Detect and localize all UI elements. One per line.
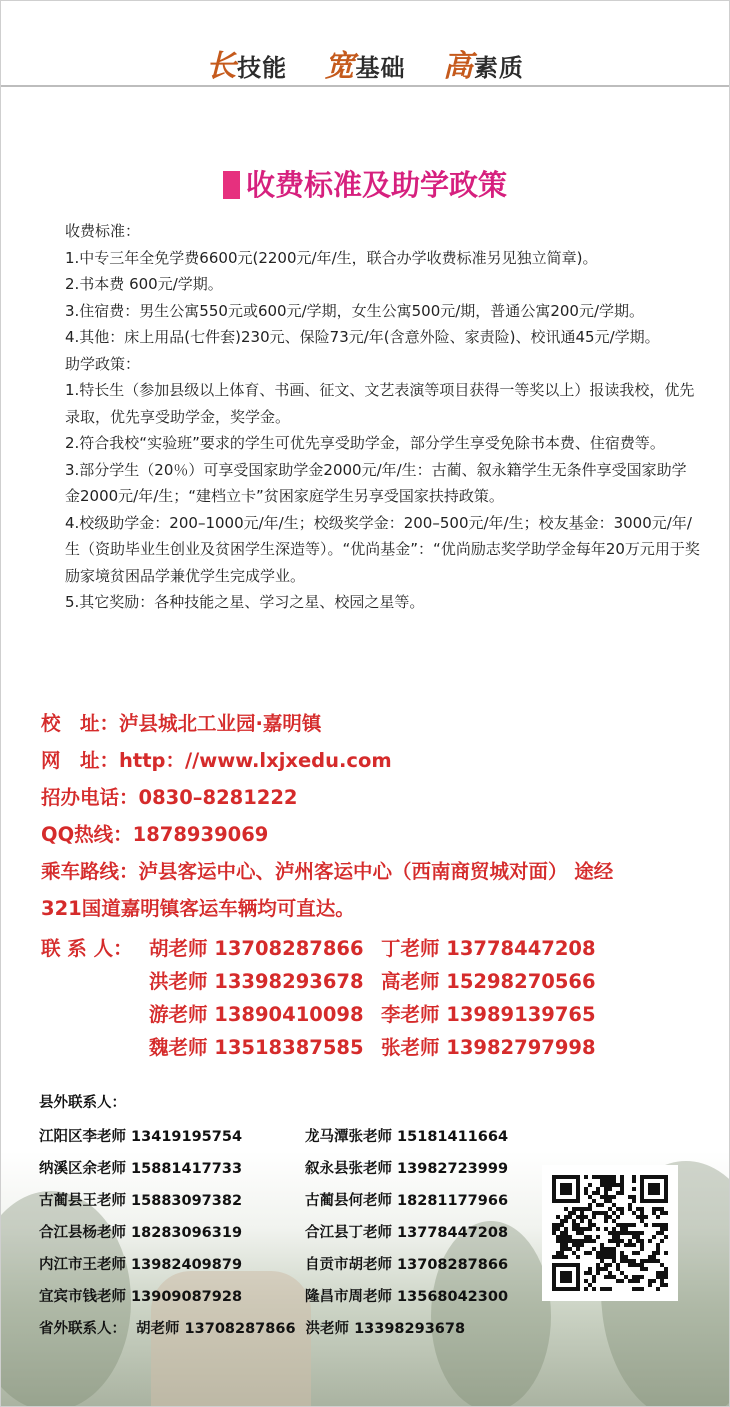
- outside-contact: 合江县丁老师 13778447208: [305, 1225, 509, 1241]
- outside-heading: 县外联系人：: [39, 1095, 126, 1111]
- province-contact: 胡老师 13708287866: [136, 1321, 296, 1337]
- contact: 胡老师 13708287866: [149, 937, 364, 960]
- province-label: 省外联系人：: [39, 1321, 126, 1337]
- school-qq: QQ热线：1878939069: [41, 823, 269, 846]
- school-address: 校 址：泸县城北工业园·嘉明镇: [41, 712, 322, 735]
- province-row: [39, 1317, 475, 1338]
- tree-shape: [431, 1221, 551, 1407]
- outside-row: [39, 1221, 571, 1242]
- slogan: [1, 41, 729, 85]
- outside-row: [39, 1285, 571, 1306]
- contact: 魏老师 13518387585: [149, 1036, 364, 1059]
- school-phone: 招办电话：0830–8281222: [41, 786, 298, 809]
- fee-item: 3.住宿费：男生公寓550元或600元/学期，女生公寓500元/期，普通公寓200元/学期。: [65, 301, 644, 320]
- contact: 游老师 13890410098: [149, 1003, 364, 1026]
- contact: 李老师 13989139765: [381, 1003, 596, 1026]
- aid-item: 4.校级助学金：200–1000元/年/生；校级奖学金：200–500元/年/生；校友基金：3000元/年/生（资助毕业生创业及贫困学生深造等）。“优尚基金”：“优尚励志奖学助学金每年20万元用于奖励家境贫困品学兼优学生完成学业。: [65, 513, 700, 585]
- slogan-word-1: 长技能: [206, 49, 288, 84]
- outside-contact: 内江市王老师 13982409879: [39, 1257, 243, 1273]
- header: [1, 1, 729, 89]
- slogan-word-3: 高素质: [442, 49, 524, 84]
- contact-row: [149, 999, 613, 1032]
- contact-row: [149, 966, 613, 999]
- outside-contact: 叙永县张老师 13982723999: [305, 1161, 509, 1177]
- contact: 高老师 15298270566: [381, 970, 596, 993]
- aid-heading: 助学政策：: [65, 354, 141, 373]
- title-bar-icon: [223, 171, 240, 199]
- policy-text: [65, 218, 701, 616]
- qr-code-graphic: [552, 1175, 668, 1291]
- page-title: 收费标准及助学政策: [1, 163, 729, 204]
- slogan-word-2: 宽基础: [324, 49, 406, 84]
- outside-contact: 宜宾市钱老师 13909087928: [39, 1289, 243, 1305]
- outside-contact: 江阳区李老师 13419195754: [39, 1129, 243, 1145]
- qr-code-icon: [542, 1165, 678, 1301]
- bus-route-line-1: 乘车路线：泸县客运中心、泸州客运中心（西南商贸城对面） 途经: [41, 860, 614, 883]
- bus-route-line-2: 321国道嘉明镇客运车辆均可直达。: [41, 897, 355, 920]
- outside-contact: 古蔺县王老师 15883097382: [39, 1193, 243, 1209]
- outside-contact: 合江县杨老师 18283096319: [39, 1225, 243, 1241]
- contacts-grid: [149, 933, 613, 1065]
- outside-contact: 古蔺县何老师 18281177966: [305, 1193, 509, 1209]
- outside-row: [39, 1253, 571, 1274]
- fee-item: 4.其他：床上用品(七件套)230元、保险73元/年(含意外险、家责险)、校讯通45元/学期。: [65, 328, 660, 346]
- province-contact: 洪老师 13398293678: [305, 1321, 466, 1337]
- outside-row: [39, 1189, 571, 1210]
- header-divider: [1, 85, 729, 87]
- fees-heading: 收费标准：: [65, 222, 141, 240]
- fee-item: 1.中专三年全免学费6600元(2200元/年/生，联合办学收费标准另见独立简章)。: [65, 248, 598, 267]
- aid-item: 5.其它奖励：各种技能之星、学习之星、校园之星等。: [65, 593, 425, 611]
- outside-row: [39, 1125, 571, 1146]
- outside-row: [39, 1157, 571, 1178]
- school-website[interactable]: 网 址：http：//www.lxjxedu.com: [41, 749, 392, 772]
- contact-row: [149, 1032, 613, 1065]
- contacts-label: 联 系 人：: [41, 937, 133, 960]
- fee-item: 2.书本费 600元/学期。: [65, 275, 223, 293]
- outside-contact: 纳溪区余老师 15881417733: [39, 1161, 243, 1177]
- contact: 洪老师 13398293678: [149, 970, 364, 993]
- aid-item: 1.特长生（参加县级以上体育、书画、征文、文艺表演等项目获得一等奖以上）报读我校，优先录取，优先享受助学金，奖学金。: [65, 381, 695, 426]
- outside-contact: 隆昌市周老师 13568042300: [305, 1289, 509, 1305]
- aid-item: 3.部分学生（20％）可享受国家助学金2000元/年/生：古蔺、叙永籍学生无条件享受国家助学金2000元/年/生；“建档立卡”贫困家庭学生另享受国家扶持政策。: [65, 460, 687, 505]
- contact-row: [149, 933, 613, 966]
- outside-contact: 龙马潭张老师 15181411664: [305, 1129, 509, 1145]
- contact: 丁老师 13778447208: [381, 937, 596, 960]
- contact: 张老师 13982797998: [381, 1036, 596, 1059]
- aid-item: 2.符合我校“实验班”要求的学生可优先享受助学金，部分学生享受免除书本费、住宿费等。: [65, 434, 665, 452]
- school-info: [41, 705, 721, 927]
- outside-contact: 自贡市胡老师 13708287866: [305, 1257, 509, 1273]
